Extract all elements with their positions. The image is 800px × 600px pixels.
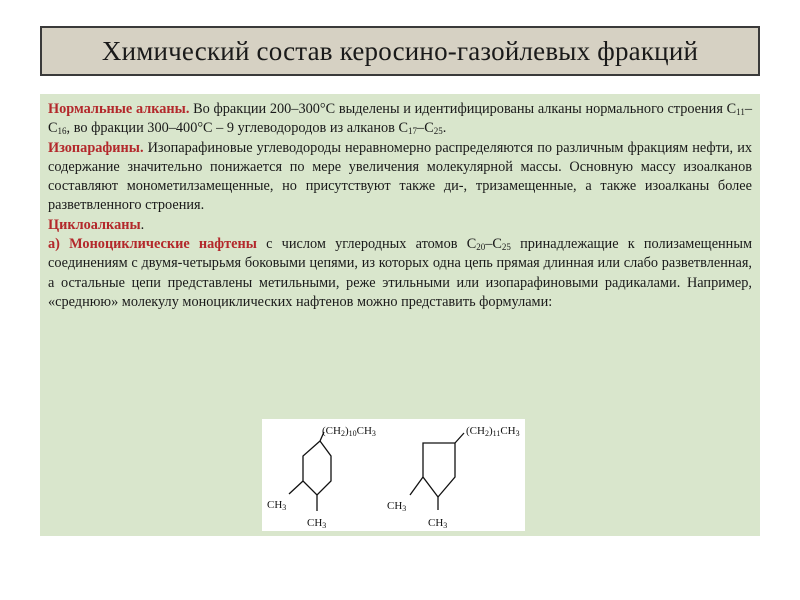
subscript: 25 [433,126,443,137]
title-box [40,26,760,76]
heading-mononaphthenes: а) Моноциклические нафтены [48,236,257,253]
paragraph-mononaphthenes [48,235,752,312]
methyl-label: CH3 [387,500,407,513]
text: Во фракции 200–300°С выделены и идентифицированы алканы нормального строения С [189,101,737,117]
subscript: 11 [736,107,745,117]
cyclopentane-formula [387,425,520,530]
chain-label: (CH2)11CH3 [466,425,520,438]
cyclohexane-ring [303,441,331,495]
paragraph-cycloalkanes [48,216,752,235]
cyclopentane-ring [423,443,455,497]
cyclohexane-formula [267,425,376,530]
subscript: 16 [57,126,67,137]
slide-title: Химический состав керосино-газойлевых фракций [101,35,699,66]
text: , во фракции 300–400°С – 9 углеводородов из алканов С [66,120,409,137]
heading-cycloalkanes: Циклоалканы [48,216,141,233]
paragraph-isoparaffins [48,139,752,216]
methyl-label: CH3 [267,499,287,512]
text: принадлежащие к полизамещенным соединениям с двумя-четырьмя боковыми цепями, из которых одна цепь прямая длинная или слабо разветвленная, а остальные цепи представлены метильными, реже этильными или изопарафиновыми радикалами. Например, «среднюю» молекулу моноциклических нафтенов можно представить формулами: [48,236,752,310]
heading-isoparaffins: Изопарафины. [48,139,144,156]
bond-methyl-left [410,477,423,495]
chain-label: (CH2)10CH3 [322,425,376,438]
heading-normal-alkanes: Нормальные алканы. [48,101,190,117]
methyl-label: CH3 [428,517,448,530]
text: –С [417,120,434,137]
bond-chain [455,433,464,443]
text: Изопарафиновые углеводороды неравномерно распределяются по различным фракциям нефти, их содержание значительно понижается по мере увеличения молекулярной массы. Основную массу изоалканов составляют монометилзамещенные, но присутствуют также ди-, тризамещенные, а также изоалканы более разветвленного строения. [48,139,752,214]
text: с числом углеродных атомов С [256,236,477,253]
structural-formulas-figure [262,419,525,531]
subscript: 17 [408,126,418,137]
formulas-svg [262,419,525,531]
text: –С [485,236,502,253]
text: . [140,216,145,233]
text: –С [48,101,752,137]
paragraph-normal-alkanes [48,100,752,139]
text: . [442,120,447,137]
methyl-label: CH3 [307,517,327,530]
subscript: 20 [476,242,486,253]
bond-methyl-left [289,481,303,494]
subscript: 25 [501,242,511,253]
